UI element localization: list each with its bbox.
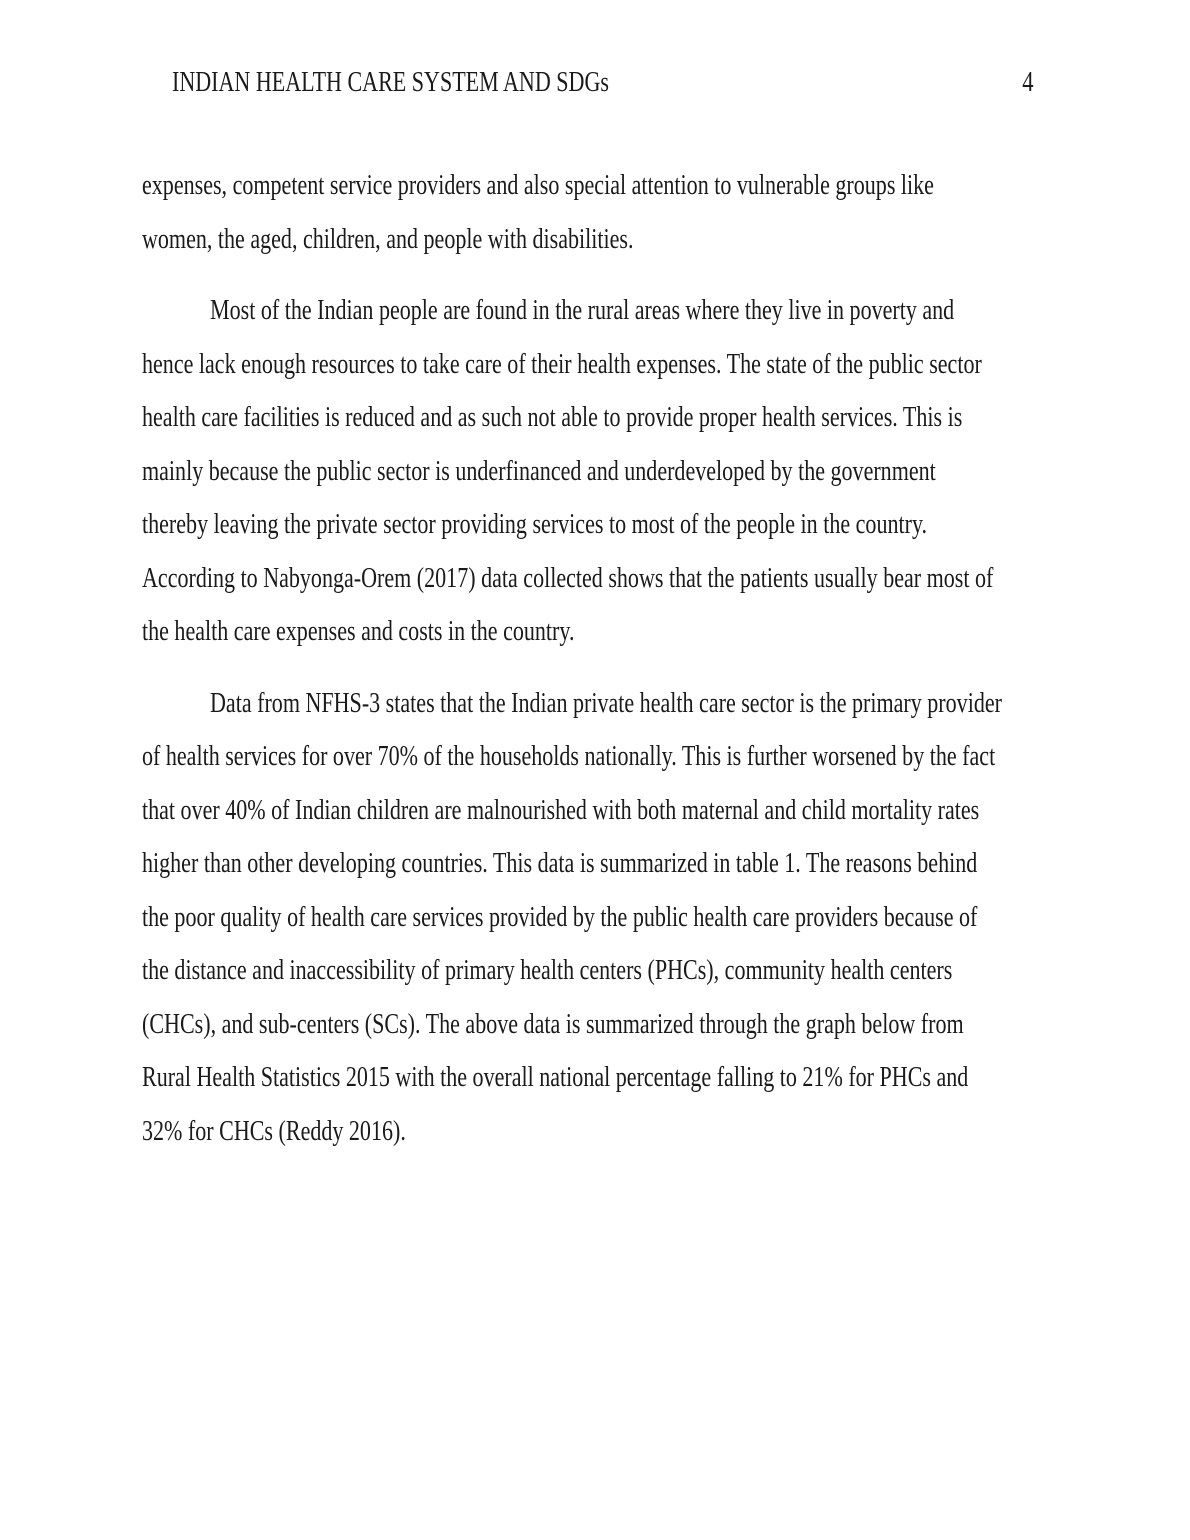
text-line: mainly because the public sector is underfinanced and underdeveloped by the government (142, 454, 936, 487)
text-line: Rural Health Statistics 2015 with the overall national percentage falling to 21% for PHCs and (142, 1061, 969, 1093)
running-head: INDIAN HEALTH CARE SYSTEM AND SDGs (172, 66, 609, 98)
text-line: expenses, competent service providers and also special attention to vulnerable groups like (142, 169, 934, 201)
text-line: Data from NFHS-3 states that the Indian private health care sector is the primary provider (210, 686, 1002, 719)
paragraph-3 (142, 677, 1190, 1159)
text-line: the distance and inaccessibility of primary health centers (PHCs), community health centers (142, 954, 953, 986)
text-line: women, the aged, children, and people with disabilities. (142, 222, 634, 255)
text-line: that over 40% of Indian children are malnourished with both maternal and child mortality rates (142, 793, 980, 826)
text-line: Most of the Indian people are found in the rural areas where they live in poverty and (210, 294, 955, 326)
text-line: hence lack enough resources to take care of their health expenses. The state of the public sector (142, 347, 982, 380)
text-line: health care facilities is reduced and as such not able to provide proper health services. This is (142, 401, 963, 433)
text-line: the poor quality of health care services provided by the public health care providers because of (142, 900, 978, 933)
document-body (142, 159, 1190, 1158)
text-line: (CHCs), and sub-centers (SCs). The above data is summarized through the graph below from (142, 1007, 964, 1040)
text-line: higher than other developing countries. This data is summarized in table 1. The reasons behind (142, 847, 978, 879)
page-number: 4 (1021, 66, 1033, 98)
text-line: the health care expenses and costs in the country. (142, 615, 575, 647)
text-line: thereby leaving the private sector providing services to most of the people in the country. (142, 508, 928, 540)
text-line: 32% for CHCs (Reddy 2016). (142, 1114, 406, 1147)
page-header (172, 64, 1033, 100)
text-line: According to Nabyonga-Orem (2017) data collected shows that the patients usually bear most of (142, 561, 994, 594)
paragraph-1 (142, 159, 1190, 266)
paragraph-2 (142, 284, 1190, 659)
text-line: of health services for over 70% of the households nationally. This is further worsened by the fact (142, 740, 996, 772)
